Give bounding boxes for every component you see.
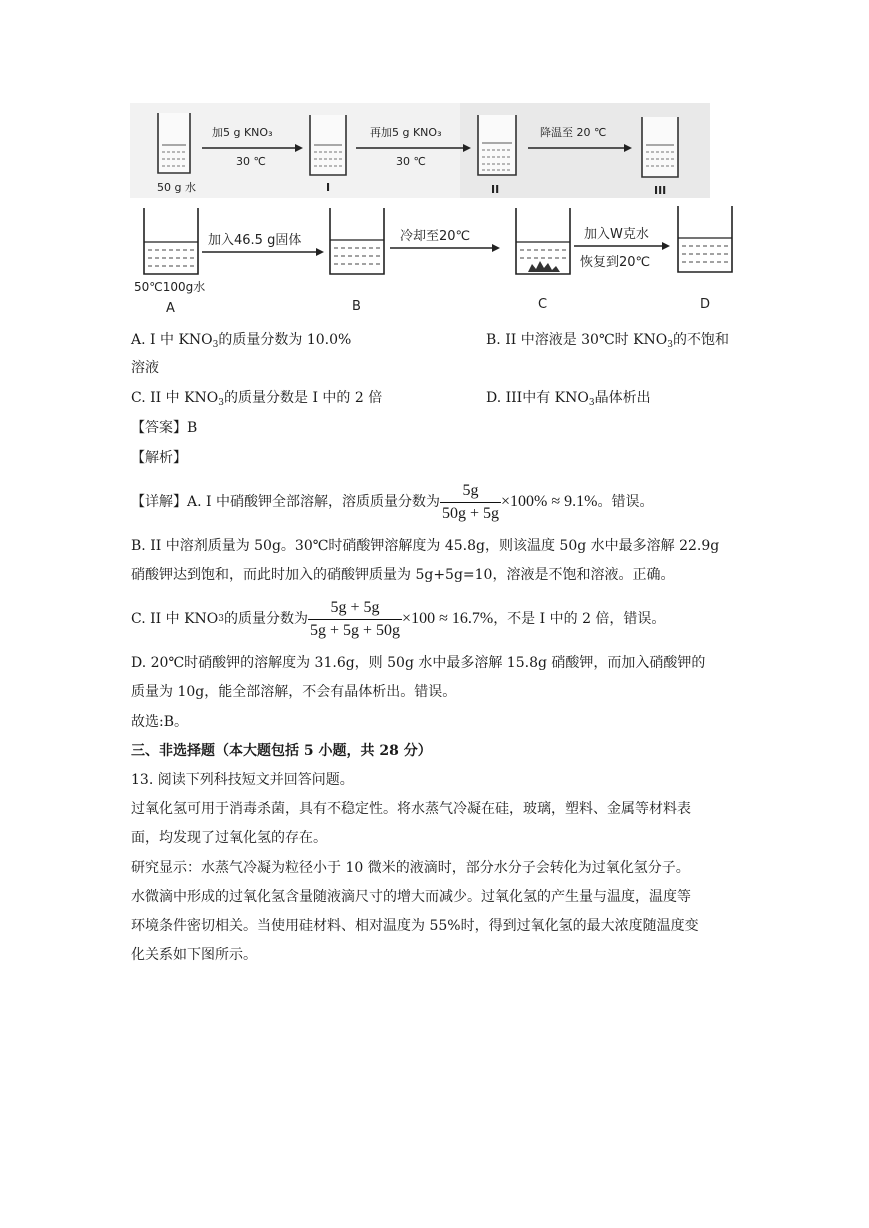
option-c: C. II 中 $KNO_3$的质量分数是 I 中的 2 倍: [131, 390, 383, 408]
fraction-c: $\frac{5g + 5g}{5g + 5g + 50g}$: [310, 598, 401, 639]
para2-line1: 研究显示：水蒸气冷凝为粒径小于 10 微米的液滴时，部分水分子会转化为过氧化氢分子。: [131, 860, 690, 876]
analysis-heading: 【解析】: [131, 450, 187, 466]
detail-a: 【详解】A. I 中硝酸钾全部溶解，溶质质量分数为 $\frac{5g}{50g + 5g}$ ×100% ≈ 9.1% 。错误。: [131, 481, 654, 522]
arrow-b-c-label: 冷却至20℃: [400, 229, 471, 244]
detail-b-line1: B. II 中溶剂质量为 50g。30℃时硝酸钾溶解度为 45.8g，则该温度 50g 水中最多溶解 22.9g: [131, 538, 720, 554]
detail-d-line2: 质量为 10g，能全部溶解，不会有晶体析出。错误。: [131, 684, 457, 700]
beaker-d: [678, 206, 732, 272]
beaker-ii-label: II: [491, 183, 500, 196]
arrow-1-top: 加5 g KNO₃: [212, 126, 273, 139]
detail-b-line2: 硝酸钾达到饱和，而此时加入的硝酸钾质量为 5g+5g=10，溶液是不饱和溶液。正确。: [131, 567, 675, 583]
detail-c: C. II 中 KNO 3 的质量分数为 $\frac{5g + 5g}{5g + 5g + 50g}$ ×100 ≈ 16.7% ，不是 I 中的 2 倍，错误。: [131, 598, 666, 639]
option-d: D. III中有 $KNO_3$晶体析出: [486, 390, 651, 408]
beaker-ii: [478, 115, 516, 175]
beaker-b: [330, 208, 384, 274]
option-b: B. II 中溶液是 30℃时 $KNO_3$的不饱和: [486, 332, 729, 350]
arrow-2-bottom: 30 ℃: [396, 155, 426, 168]
beaker-c-label: C: [538, 297, 548, 312]
beaker-a-label: A: [166, 301, 175, 316]
option-b-continuation: 溶液: [131, 360, 159, 376]
para2-line4: 化关系如下图所示。: [131, 947, 257, 963]
beaker-a-caption: 50℃100g水: [134, 280, 206, 294]
para2-line2: 水微滴中形成的过氧化氢含量随液滴尺寸的增大而减少。过氧化氢的产生量与温度，温度等: [131, 889, 691, 905]
section-title: 三、非选择题（本大题包括 5 小题，共 28 分）: [131, 743, 432, 759]
beaker-a: [144, 208, 198, 274]
choice-line: 故选:B。: [131, 714, 189, 730]
arrow-3-top: 降温至 20 ℃: [540, 126, 607, 139]
question-13: 13. 阅读下列科技短文并回答问题。: [131, 772, 354, 788]
beaker-c: [516, 208, 570, 274]
arrow-1-bottom: 30 ℃: [236, 155, 266, 168]
option-a: A. I 中 $KNO_3$的质量分数为 10.0%: [131, 332, 352, 350]
beaker-b-label: B: [352, 299, 361, 314]
beaker-d-label: D: [700, 297, 711, 312]
fraction-a: $\frac{5g}{50g + 5g}$: [442, 481, 500, 522]
arrow-c-d-top: 加入W克水: [584, 227, 649, 242]
arrow-a-b-label: 加入46.5 g固体: [208, 233, 302, 248]
beaker-water: [158, 113, 190, 173]
para2-line3: 环境条件密切相关。当使用硅材料、相对温度为 55%时，得到过氧化氢的最大浓度随温度变: [131, 918, 699, 934]
beaker-i-label: I: [326, 181, 331, 194]
para1-line2: 面，均发现了过氧化氢的存在。: [131, 830, 327, 846]
arrow-c-d-bottom: 恢复到20℃: [580, 255, 651, 270]
beaker-i: [310, 115, 346, 175]
figure-abcd-beakers: [130, 200, 740, 318]
beaker-iii-label: III: [654, 184, 667, 197]
answer-line: 【答案】B: [131, 420, 198, 436]
para1-line1: 过氧化氢可用于消毒杀菌，具有不稳定性。将水蒸气冷凝在硅，玻璃，塑料、金属等材料表: [131, 801, 691, 817]
figure-kno3-dissolution: [130, 103, 710, 198]
detail-d-line1: D. 20℃时硝酸钾的溶解度为 31.6g，则 50g 水中最多溶解 15.8g 硝酸钾，而加入硝酸钾的: [131, 655, 706, 671]
beaker-water-label: 50 g 水: [157, 181, 196, 194]
arrow-2-top: 再加5 g KNO₃: [370, 126, 442, 139]
beaker-iii: [642, 117, 678, 177]
